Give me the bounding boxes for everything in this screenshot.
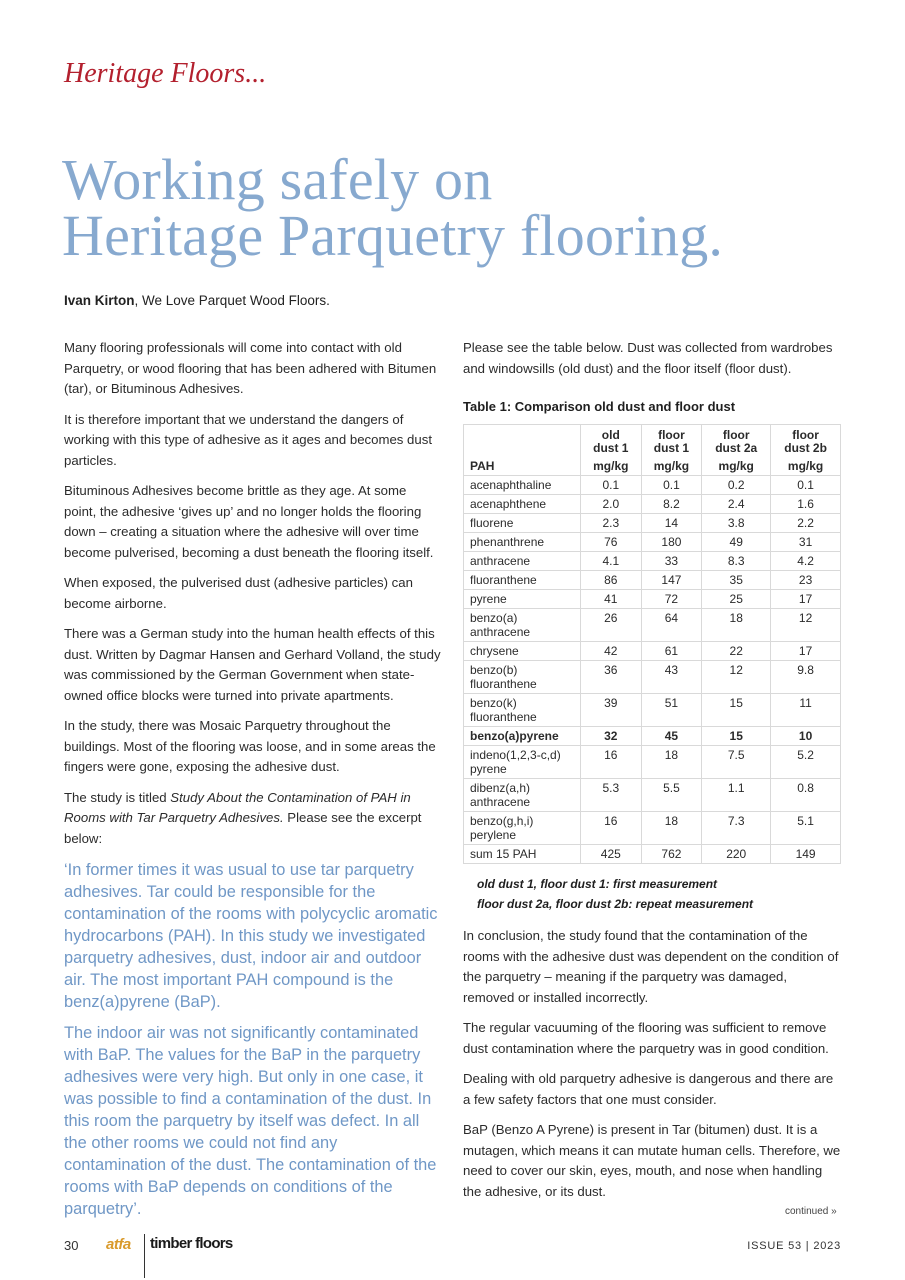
- value-cell: 5.3: [581, 779, 642, 812]
- value-cell: 0.1: [641, 476, 702, 495]
- value-cell: 26: [581, 609, 642, 642]
- value-cell: 2.3: [581, 514, 642, 533]
- value-cell: 45: [641, 727, 702, 746]
- value-cell: 0.2: [702, 476, 771, 495]
- value-cell: 3.8: [702, 514, 771, 533]
- section-kicker: Heritage Floors...: [64, 58, 267, 89]
- table-row: [464, 533, 841, 552]
- pah-name-cell: anthracene: [464, 552, 581, 571]
- pah-name-cell: phenanthrene: [464, 533, 581, 552]
- paragraph: In the study, there was Mosaic Parquetry throughout the buildings. Most of the flooring was loose, and in some areas the fingers were gone, exposing the adhesive dust.: [64, 718, 436, 774]
- author-name: Ivan Kirton: [64, 293, 135, 308]
- value-cell: 0.1: [581, 476, 642, 495]
- table-header-row: [464, 425, 841, 458]
- pah-name-cell: acenaphthene: [464, 495, 581, 514]
- value-cell: 4.2: [771, 552, 841, 571]
- value-cell: 41: [581, 590, 642, 609]
- value-cell: 15: [702, 727, 771, 746]
- value-cell: 33: [641, 552, 702, 571]
- paragraph: The regular vacuuming of the flooring was sufficient to remove dust contamination where the parquetry was in good condition.: [463, 1020, 829, 1056]
- value-cell: 762: [641, 845, 702, 864]
- headline-line-2: Heritage Parquetry flooring.: [62, 203, 724, 268]
- left-column: [64, 338, 442, 1229]
- value-cell: 64: [641, 609, 702, 642]
- value-cell: 42: [581, 642, 642, 661]
- table-row: [464, 812, 841, 845]
- table-row: [464, 590, 841, 609]
- table-row: [464, 642, 841, 661]
- value-cell: 86: [581, 571, 642, 590]
- table-row: [464, 661, 841, 694]
- article-headline: [62, 147, 882, 268]
- value-cell: 2.2: [771, 514, 841, 533]
- value-cell: 4.1: [581, 552, 642, 571]
- table-notes: [477, 874, 841, 914]
- value-cell: 31: [771, 533, 841, 552]
- value-cell: 18: [641, 746, 702, 779]
- value-cell: 22: [702, 642, 771, 661]
- value-cell: 14: [641, 514, 702, 533]
- value-cell: 9.8: [771, 661, 841, 694]
- footer-divider: [144, 1234, 145, 1278]
- value-cell: 7.3: [702, 812, 771, 845]
- pah-name-cell: sum 15 PAH: [464, 845, 581, 864]
- table-row: [464, 779, 841, 812]
- value-cell: 17: [771, 590, 841, 609]
- value-cell: 16: [581, 812, 642, 845]
- value-cell: 10: [771, 727, 841, 746]
- value-cell: 0.8: [771, 779, 841, 812]
- value-cell: 23: [771, 571, 841, 590]
- continued-marker: continued »: [785, 1206, 837, 1217]
- value-cell: 35: [702, 571, 771, 590]
- atfa-logo: atfa: [106, 1236, 131, 1253]
- column-header: floor dust 2b: [771, 425, 841, 458]
- value-cell: 32: [581, 727, 642, 746]
- value-cell: 18: [702, 609, 771, 642]
- table-units-row: [464, 457, 841, 476]
- pah-name-cell: pyrene: [464, 590, 581, 609]
- paragraph: BaP (Benzo A Pyrene) is present in Tar (bitumen) dust. It is a mutagen, which means it can mutate human cells. Therefore, we need to cover our skin, eyes, mouth, and nose when handling the adhesive, or its dust.: [463, 1122, 841, 1199]
- value-cell: 16: [581, 746, 642, 779]
- text: The study is titled: [64, 789, 171, 805]
- value-cell: 76: [581, 533, 642, 552]
- value-cell: 2.0: [581, 495, 642, 514]
- table-note: floor dust 2a, floor dust 2b: repeat measurement: [477, 897, 754, 911]
- value-cell: 147: [641, 571, 702, 590]
- pah-name-cell: benzo(g,h,i) perylene: [464, 812, 581, 845]
- magazine-brand: timber floors: [150, 1235, 233, 1252]
- value-cell: 425: [581, 845, 642, 864]
- pah-name-cell: indeno(1,2,3-c,d) pyrene: [464, 746, 581, 779]
- table-row: [464, 727, 841, 746]
- paragraph: It is therefore important that we understand the dangers of working with this type of adhesive as it ages and becomes dust particles.: [64, 411, 432, 468]
- value-cell: 12: [702, 661, 771, 694]
- value-cell: 1.6: [771, 495, 841, 514]
- value-cell: 11: [771, 694, 841, 727]
- pah-comparison-table: [463, 424, 841, 864]
- value-cell: 149: [771, 845, 841, 864]
- pah-name-cell: acenaphthaline: [464, 476, 581, 495]
- paragraph: Many flooring professionals will come into contact with old Parquetry, or wood flooring that has been adhered with Bitumen (tar), or Bituminous Adhesives.: [64, 340, 437, 396]
- value-cell: 43: [641, 661, 702, 694]
- author-affiliation: , We Love Parquet Wood Floors.: [134, 293, 330, 308]
- table-row: [464, 845, 841, 864]
- pah-name-cell: dibenz(a,h) anthracene: [464, 779, 581, 812]
- table-note: old dust 1, floor dust 1: first measurement: [477, 877, 718, 891]
- page-number: 30: [64, 1238, 79, 1253]
- value-cell: 5.2: [771, 746, 841, 779]
- pull-quote: ‘In former times it was usual to use tar parquetry adhesives. Tar could be responsible for the contamination of the rooms with polycyclic aromatic hydrocarbons (PAH). In this study we investigated parquetry adhesives, dust, indoor air and outdoor air. The most important PAH compound is the benz(a)pyrene (BaP).: [64, 861, 438, 1011]
- table-header-empty: [464, 425, 581, 458]
- pah-name-cell: benzo(a) anthracene: [464, 609, 581, 642]
- unit-cell: mg/kg: [581, 457, 642, 476]
- table-row: [464, 476, 841, 495]
- pah-name-cell: benzo(a)pyrene: [464, 727, 581, 746]
- value-cell: 8.2: [641, 495, 702, 514]
- value-cell: 49: [702, 533, 771, 552]
- unit-cell: mg/kg: [771, 457, 841, 476]
- paragraph: There was a German study into the human health effects of this dust. Written by Dagmar Hansen and Gerhard Volland, the study was commissioned by the German Government when state-owned office blocks were turned into private apartments.: [64, 626, 441, 703]
- right-column: [463, 338, 841, 1212]
- pah-name-cell: benzo(k) fluoranthene: [464, 694, 581, 727]
- unit-cell: mg/kg: [702, 457, 771, 476]
- unit-cell: mg/kg: [641, 457, 702, 476]
- table-row: [464, 746, 841, 779]
- value-cell: 51: [641, 694, 702, 727]
- value-cell: 12: [771, 609, 841, 642]
- paragraph: In conclusion, the study found that the contamination of the rooms with the adhesive dust was dependent on the condition of the parquetry – meaning if the parquetry was damaged, removed or installed incorrectly.: [463, 928, 839, 1005]
- value-cell: 18: [641, 812, 702, 845]
- paragraph: Dealing with old parquetry adhesive is dangerous and there are a few safety factors that one must consider.: [463, 1071, 834, 1107]
- value-cell: 61: [641, 642, 702, 661]
- pah-name-cell: fluoranthene: [464, 571, 581, 590]
- value-cell: 17: [771, 642, 841, 661]
- value-cell: 39: [581, 694, 642, 727]
- study-title: Study About the Contamination of PAH in Rooms with Tar Parquetry Adhesives.: [64, 789, 411, 825]
- value-cell: 5.1: [771, 812, 841, 845]
- paragraph: When exposed, the pulverised dust (adhesive particles) can become airborne.: [64, 575, 413, 611]
- table-row: [464, 495, 841, 514]
- headline-line-1: Working safely on: [62, 147, 493, 212]
- column-header: floor dust 2a: [702, 425, 771, 458]
- paragraph: [64, 788, 442, 850]
- byline: [64, 293, 330, 308]
- value-cell: 220: [702, 845, 771, 864]
- text: Please see the excerpt below:: [64, 810, 422, 846]
- value-cell: 72: [641, 590, 702, 609]
- table-title: Table 1: Comparison old dust and floor dust: [463, 399, 736, 414]
- value-cell: 1.1: [702, 779, 771, 812]
- value-cell: 0.1: [771, 476, 841, 495]
- pah-name-cell: benzo(b) fluoranthene: [464, 661, 581, 694]
- table-row: [464, 514, 841, 533]
- table-row: [464, 571, 841, 590]
- issue-label: ISSUE 53 | 2023: [747, 1240, 841, 1252]
- value-cell: 7.5: [702, 746, 771, 779]
- paragraph: Bituminous Adhesives become brittle as they age. At some point, the adhesive ‘gives up’ and no longer holds the flooring down – creating a situation where the adhesive will over time become pulverised, becoming a dust beneath the flooring itself.: [64, 483, 434, 560]
- pah-name-cell: fluorene: [464, 514, 581, 533]
- pah-name-cell: chrysene: [464, 642, 581, 661]
- column-header: floor dust 1: [641, 425, 702, 458]
- column-header: old dust 1: [581, 425, 642, 458]
- table-row: [464, 552, 841, 571]
- value-cell: 25: [702, 590, 771, 609]
- value-cell: 8.3: [702, 552, 771, 571]
- value-cell: 5.5: [641, 779, 702, 812]
- table-row: [464, 694, 841, 727]
- paragraph: Please see the table below. Dust was collected from wardrobes and windowsills (old dust) and the floor itself (floor dust).: [463, 340, 833, 376]
- pull-quote: The indoor air was not significantly contaminated with BaP. The values for the BaP in the parquetry adhesives were very high. But only in one case, it was possible to find a contamination of the dust. In this room the parquetry by itself was defect. In all the other rooms we could not find any contamination of the dust. The contamination of the rooms with BaP depends on conditions of the parquetry’.: [64, 1024, 437, 1218]
- value-cell: 36: [581, 661, 642, 694]
- value-cell: 2.4: [702, 495, 771, 514]
- value-cell: 180: [641, 533, 702, 552]
- table-row: [464, 609, 841, 642]
- value-cell: 15: [702, 694, 771, 727]
- row-label-header: PAH: [464, 457, 581, 476]
